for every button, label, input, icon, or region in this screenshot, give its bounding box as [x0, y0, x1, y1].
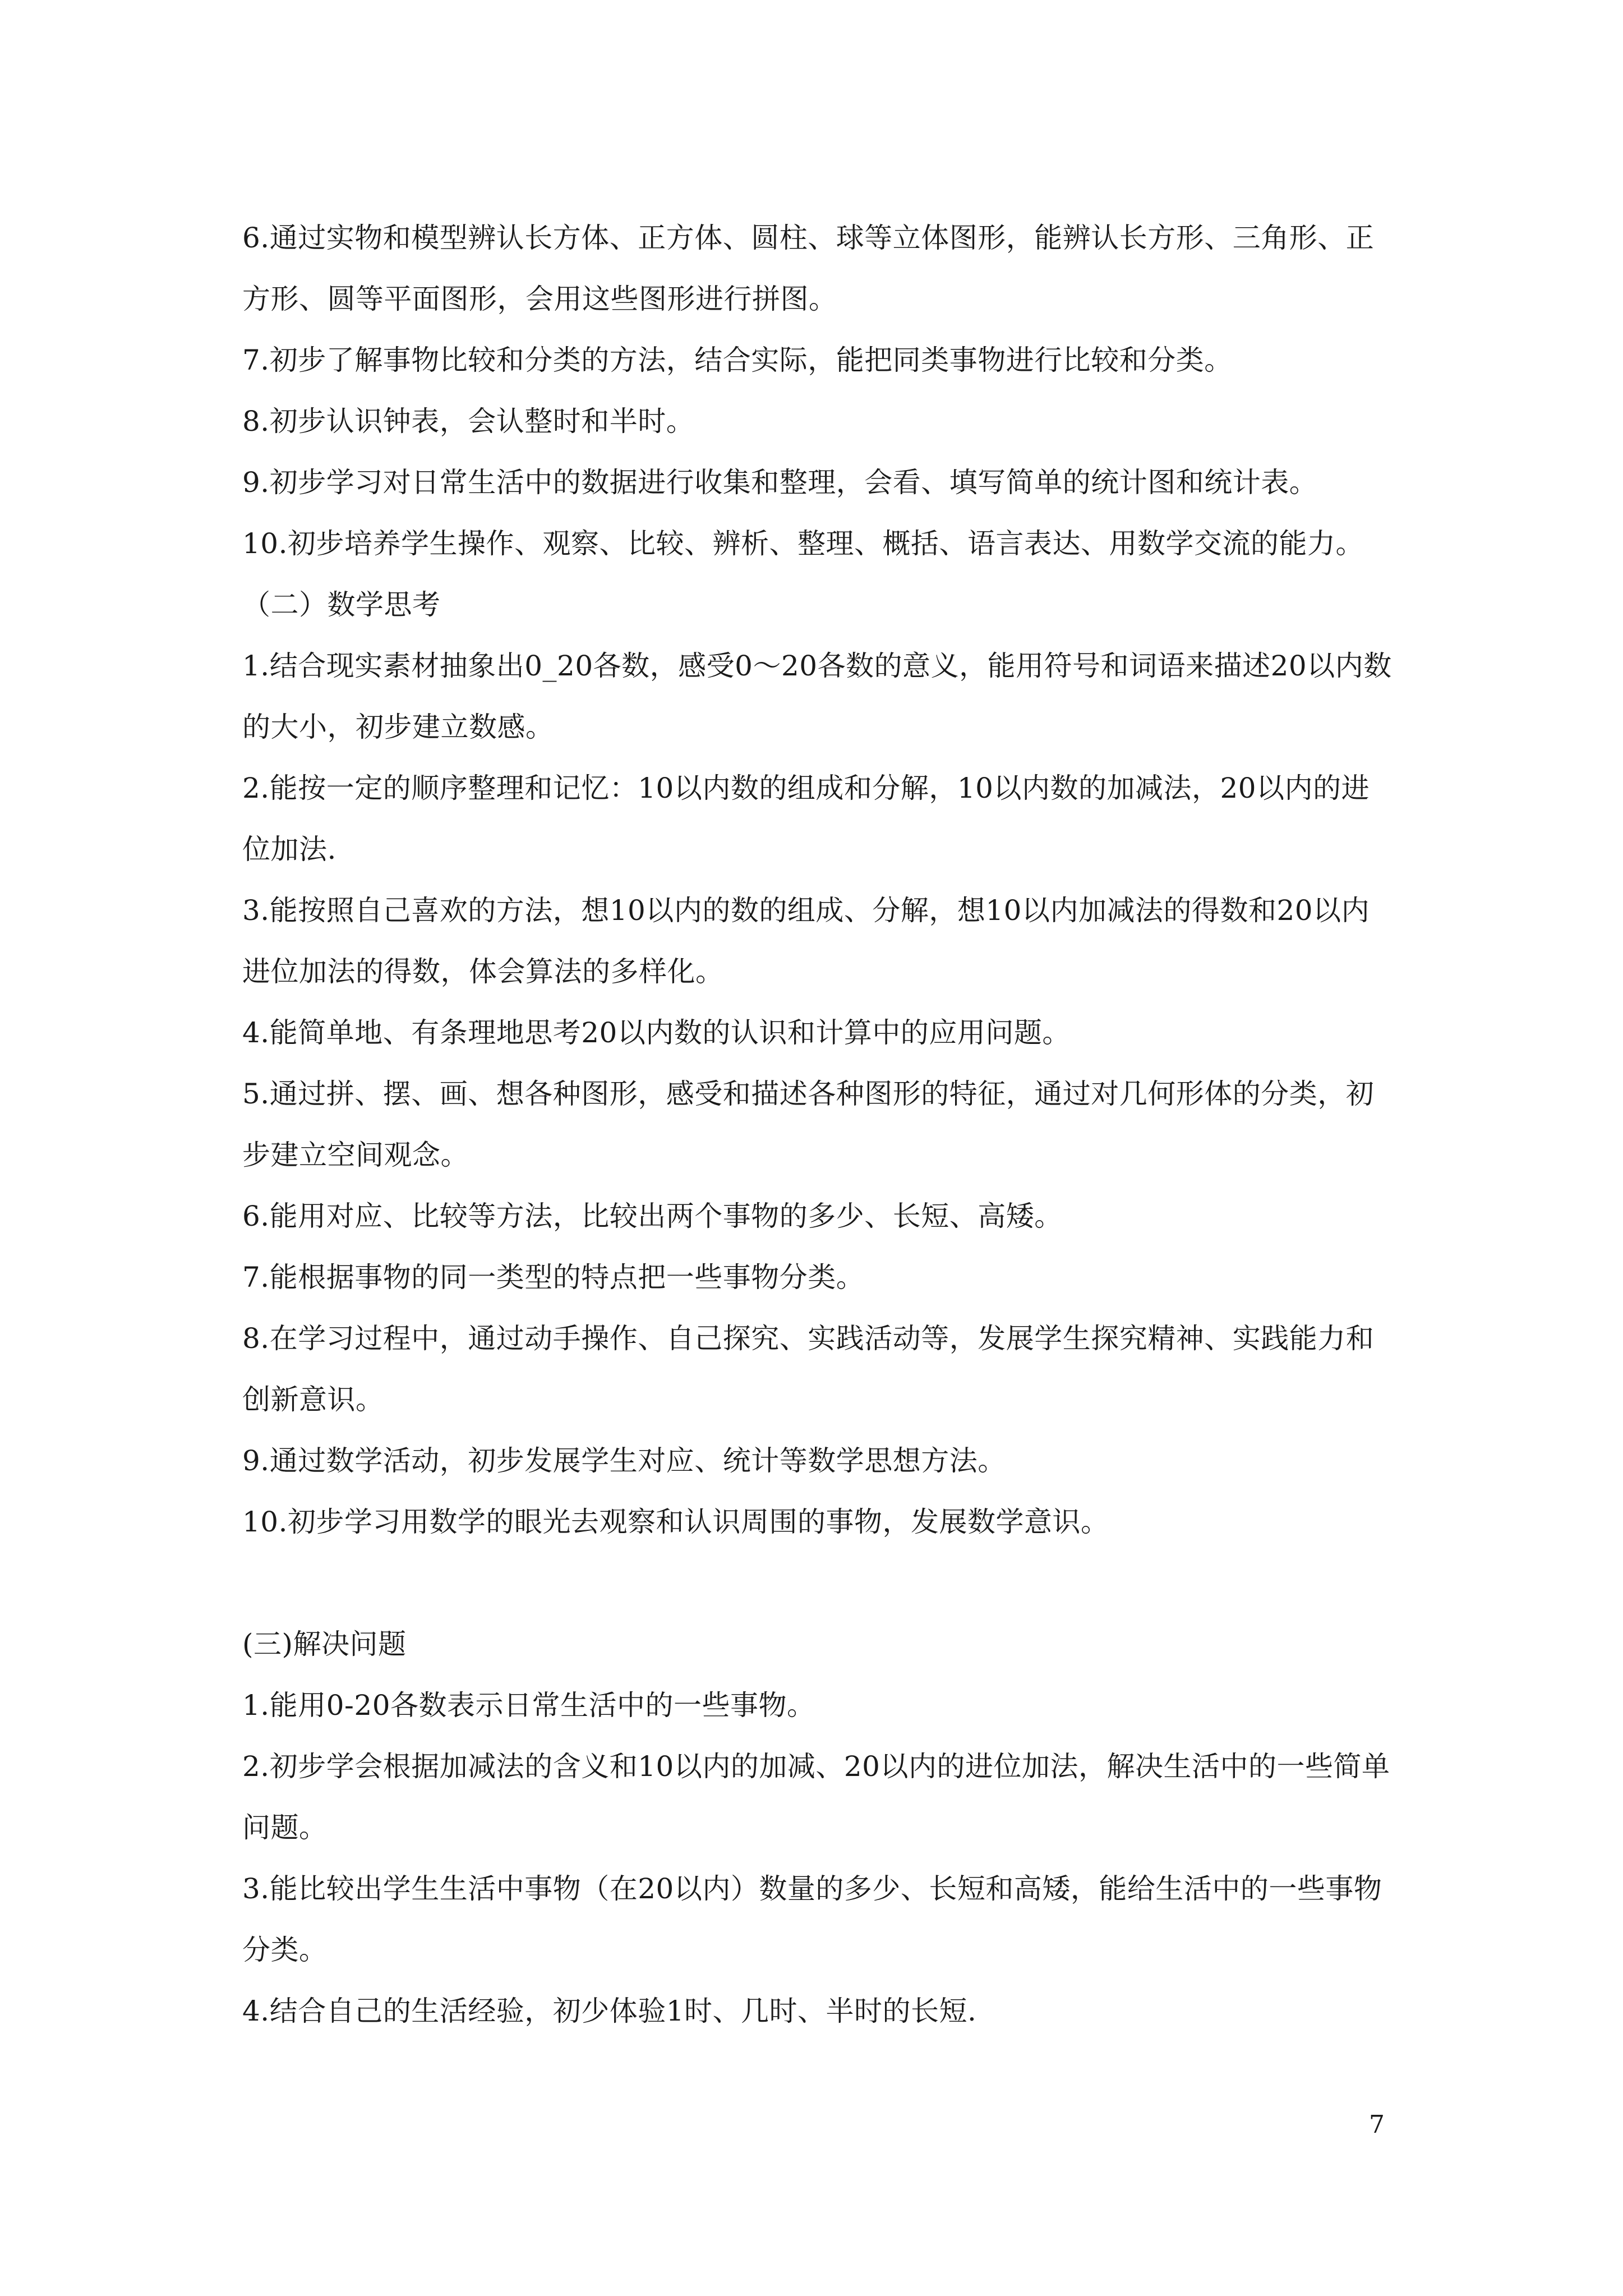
section-two-item-7: 7.能根据事物的同一类型的特点把一些事物分类。 [242, 1261, 865, 1294]
section-one-item-10: 10.初步培养学生操作、观察、比较、辨析、整理、概括、语言表达、用数学交流的能力。 [242, 527, 1364, 560]
section-two-item-4: 4.能简单地、有条理地思考20以内数的认识和计算中的应用问题。 [242, 1016, 1071, 1049]
section-two-item-10: 10.初步学习用数学的眼光去观察和认识周围的事物，发展数学意识。 [242, 1506, 1109, 1538]
section-two-heading: （二）数学思考 [242, 588, 441, 621]
section-one-item-9: 9.初步学习对日常生活中的数据进行收集和整理，会看、填写简单的统计图和统计表。 [242, 466, 1318, 499]
section-one-item-6: 6.通过实物和模型辨认长方体、正方体、圆柱、球等立体图形，能辨认长方形、三角形、正方形、圆等平面图形，会用这些图形进行拼图。 [242, 222, 1375, 315]
section-three-item-3: 3.能比较出学生生活中事物（在20以内）数量的多少、长短和高矮，能给生活中的一些事物分类。 [242, 1872, 1382, 1966]
section-one-item-7: 7.初步了解事物比较和分类的方法，结合实际，能把同类事物进行比较和分类。 [242, 344, 1233, 376]
section-two-item-2: 2.能按一定的顺序整理和记忆：10以内数的组成和分解，10以内数的加减法，20以内的进位加法. [242, 772, 1370, 866]
section-spacer [242, 1553, 1398, 1614]
section-two-item-9: 9.通过数学活动，初步发展学生对应、统计等数学思想方法。 [242, 1444, 1006, 1477]
section-one-item-8: 8.初步认识钟表，会认整时和半时。 [242, 405, 695, 438]
section-two-item-1: 1.结合现实素材抽象出0_20各数，感受0～20各数的意义，能用符号和词语来描述20以内数的大小，初步建立数感。 [242, 650, 1392, 743]
page-body [242, 208, 1398, 2042]
section-two-item-5: 5.通过拼、摆、画、想各种图形，感受和描述各种图形的特征，通过对几何形体的分类，初步建立空间观念。 [242, 1078, 1375, 1171]
page-number: 7 [1369, 2110, 1385, 2139]
section-three-item-1: 1.能用0-20各数表示日常生活中的一些事物。 [242, 1689, 815, 1722]
section-three-item-4: 4.结合自己的生活经验，初少体验1时、几时、半时的长短. [242, 1995, 977, 2027]
section-three-heading: (三)解决问题 [242, 1628, 407, 1660]
section-three-item-2: 2.初步学会根据加减法的含义和10以内的加减、20以内的进位加法，解决生活中的一些简单问题。 [242, 1750, 1390, 1844]
section-two-item-6: 6.能用对应、比较等方法，比较出两个事物的多少、长短、高矮。 [242, 1200, 1063, 1232]
section-two-item-8: 8.在学习过程中，通过动手操作、自己探究、实践活动等，发展学生探究精神、实践能力和创新意识。 [242, 1322, 1375, 1416]
section-two-item-3: 3.能按照自己喜欢的方法，想10以内的数的组成、分解，想10以内加减法的得数和20以内进位加法的得数，体会算法的多样化。 [242, 894, 1370, 988]
